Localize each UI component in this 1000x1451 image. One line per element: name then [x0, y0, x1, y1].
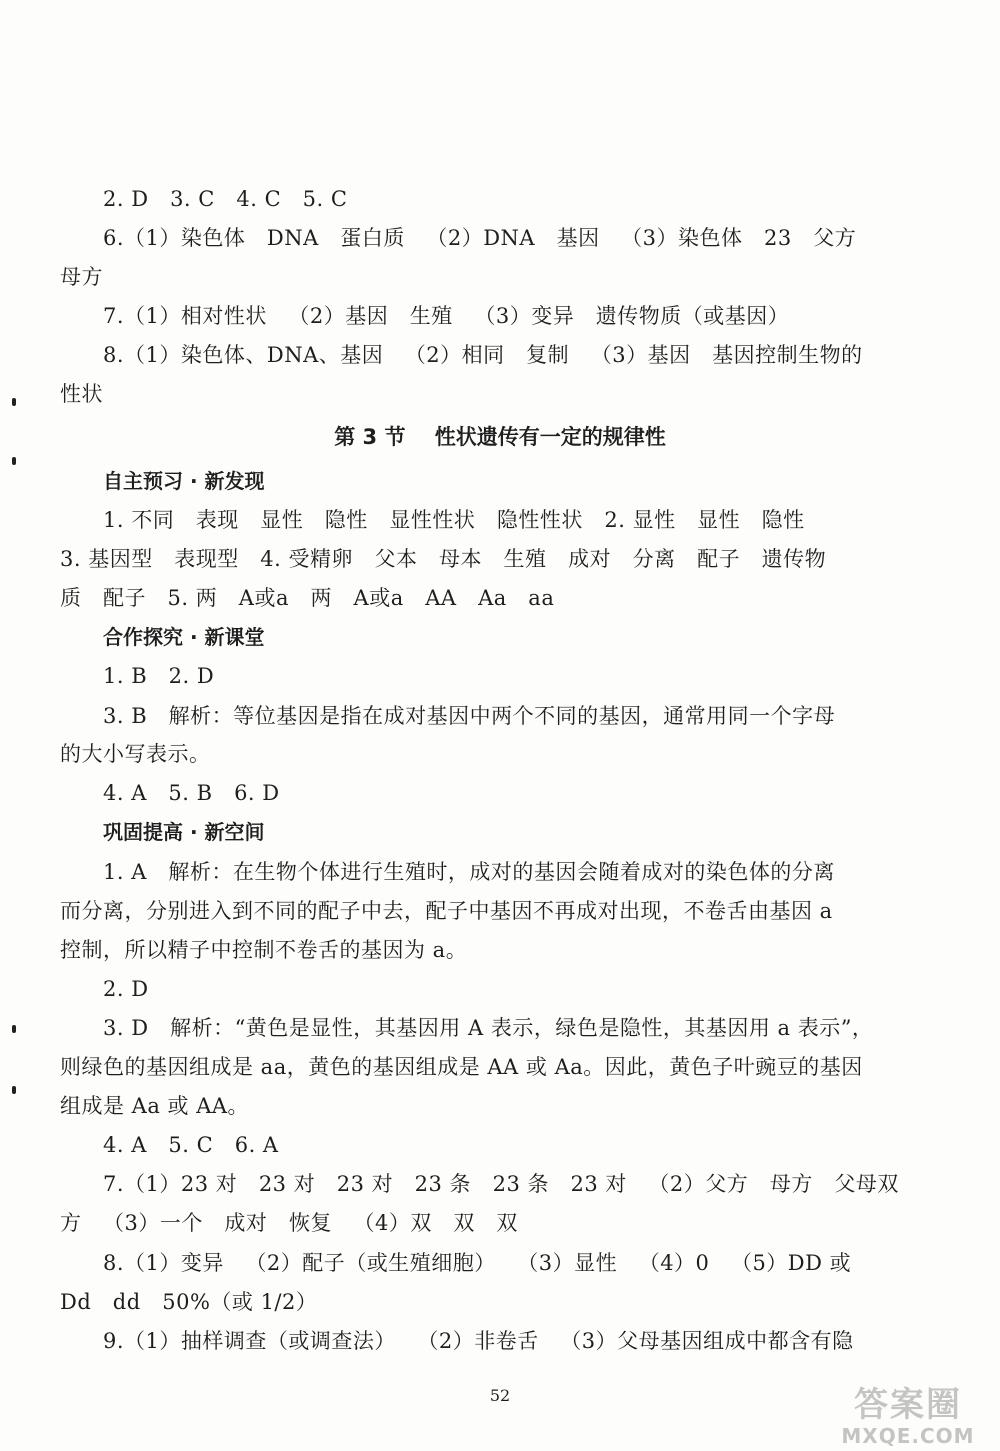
answer-line: 质 配子 5. 两 A或a 两 A或a AA Aa aa	[60, 586, 555, 610]
answer-line: 母方	[60, 265, 103, 289]
answer-line: 7.（1）相对性状 （2）基因 生殖 （3）变异 遗传物质（或基因）	[103, 304, 790, 328]
scan-speck	[12, 1025, 16, 1033]
answer-line: 2. D 3. C 4. C 5. C	[103, 187, 348, 211]
answer-line: 7.（1）23 对 23 对 23 对 23 条 23 条 23 对 （2）父方 母方 父母双	[103, 1172, 899, 1196]
answer-line: 则绿色的基因组成是 aa，黄色的基因组成是 AA 或 Aa。因此，黄色子叶豌豆的基因	[60, 1055, 863, 1079]
answer-line: 8.（1）变异 （2）配子（或生殖细胞） （3）显性 （4）0 （5）DD 或	[103, 1251, 852, 1275]
answer-line: 而分离，分别进入到不同的配子中去，配子中基因不再成对出现，不卷舌由基因 a	[60, 899, 833, 923]
answer-line: 1. A 解析：在生物个体进行生殖时，成对的基因会随着成对的染色体的分离	[103, 860, 835, 884]
page-number: 52	[489, 1386, 511, 1405]
section-title: 第 3 节 性状遗传有一定的规律性	[334, 425, 666, 449]
watermark-text: 答案圈	[854, 1385, 962, 1425]
subheading-preview: 自主预习 · 新发现	[103, 469, 265, 493]
answer-line: 3. 基因型 表现型 4. 受精卵 父本 母本 生殖 成对 分离 配子 遗传物	[60, 547, 827, 571]
answer-line: Dd dd 50%（或 1/2）	[60, 1290, 318, 1314]
watermark-logo	[824, 1385, 992, 1447]
answer-line: 方 （3）一个 成对 恢复 （4）双 双 双	[60, 1211, 518, 1235]
watermark-url: MXQE.COM	[841, 1424, 975, 1448]
answer-line: 4. A 5. C 6. A	[103, 1133, 279, 1157]
answer-line: 1. B 2. D	[103, 664, 215, 688]
answer-line: 控制，所以精子中控制不卷舌的基因为 a。	[60, 938, 468, 962]
answer-line: 性状	[60, 382, 103, 406]
scan-speck	[12, 1086, 16, 1094]
answer-line: 3. D 解析：“黄色是显性，其基因用 A 表示，绿色是隐性，其基因用 a 表示”，	[103, 1016, 874, 1040]
subheading-consolidate: 巩固提高 · 新空间	[103, 820, 265, 844]
answer-line: 组成是 Aa 或 AA。	[60, 1094, 250, 1118]
answer-line: 4. A 5. B 6. D	[103, 781, 280, 805]
answer-line: 1. 不同 表现 显性 隐性 显性性状 隐性性状 2. 显性 显性 隐性	[103, 508, 805, 532]
scan-speck	[12, 457, 16, 465]
scan-speck	[12, 398, 16, 406]
answer-line: 3. B 解析：等位基因是指在成对基因中两个不同的基因，通常用同一个字母	[103, 704, 836, 728]
answer-line: 2. D	[103, 977, 149, 1001]
answer-line: 6.（1）染色体 DNA 蛋白质 （2）DNA 基因 （3）染色体 23 父方	[103, 226, 857, 250]
subheading-explore: 合作探究 · 新课堂	[103, 625, 265, 649]
answer-line: 的大小写表示。	[60, 742, 211, 766]
answer-line: 9.（1）抽样调查（或调查法） （2）非卷舌 （3）父母基因组成中都含有隐	[103, 1329, 854, 1353]
answer-line: 8.（1）染色体、DNA、基因 （2）相同 复制 （3）基因 基因控制生物的	[103, 343, 863, 367]
